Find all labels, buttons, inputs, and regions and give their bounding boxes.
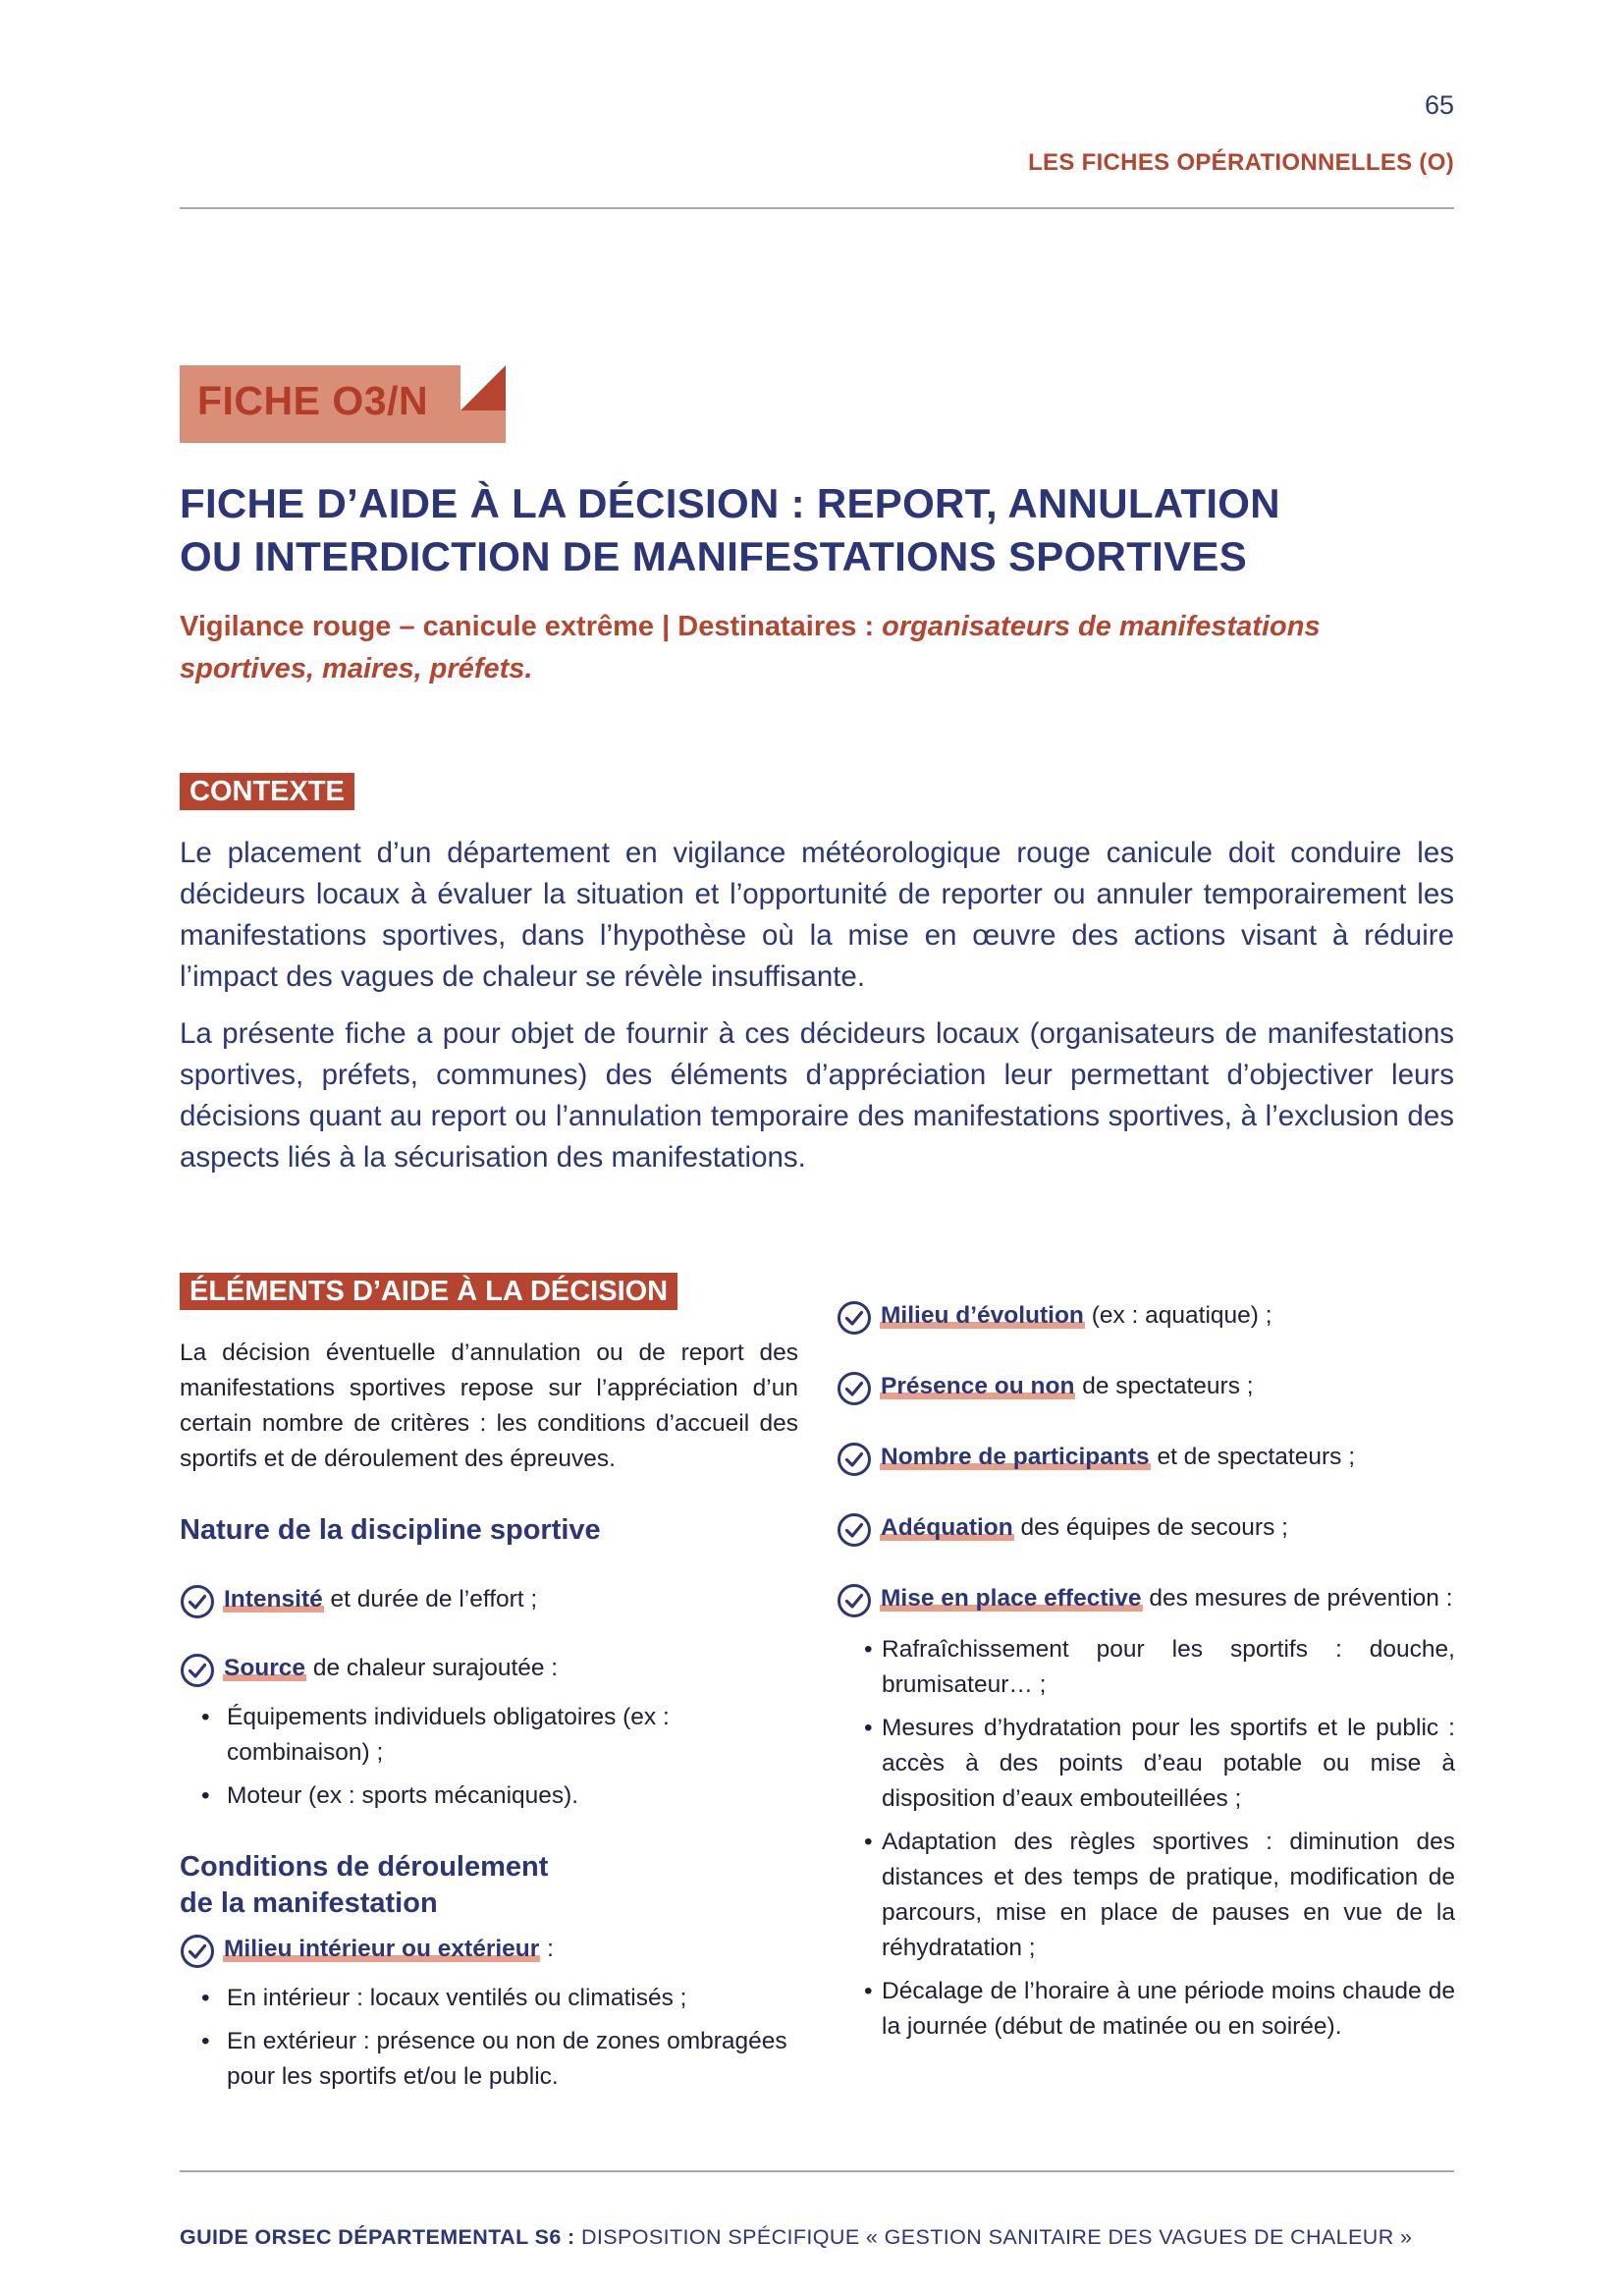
- subtitle-vigilance: Vigilance rouge – canicule extrême | Destinataires :: [180, 611, 883, 642]
- list-item: • Adaptation des règles sportives : diminution des distances et des temps de pratique, modification de parcours, mise en place de pauses en vue de la réhydratation ;: [837, 1825, 1455, 1966]
- elements-label: ÉLÉMENTS D’AIDE À LA DÉCISION: [180, 1273, 677, 1310]
- criterion-intensite: [180, 1582, 798, 1617]
- criterion-nombre-highlight: Nombre de participants: [881, 1444, 1150, 1470]
- nature-heading: Nature de la discipline sportive: [180, 1514, 601, 1546]
- criterion-adequation-highlight: Adéquation: [881, 1514, 1013, 1541]
- criterion-mise-en-place-highlight: Mise en place effective: [881, 1585, 1142, 1612]
- criterion-milieu-evolution: [837, 1298, 1455, 1334]
- left-column: [180, 1336, 798, 2095]
- criterion-intensite-highlight: Intensité: [224, 1586, 323, 1613]
- folded-corner-cutout: [460, 365, 506, 410]
- list-item: • Décalage de l’horaire à une période moins chaude de la journée (début de matinée ou en soirée).: [837, 1974, 1455, 2045]
- check-circle-icon: [837, 1583, 872, 1618]
- contexte-paragraph-2: La présente fiche a pour objet de fournir à ces décideurs locaux (organisateurs de manifestations sportives, préfets, communes) des éléments d’appréciation leur permettant d’objectiver leurs décisions quant au report ou l’annulation temporaire des manifestations sportives, à l’exclusion des aspects liés à la sécurisation des manifestations.: [180, 1017, 1454, 1174]
- criterion-presence-highlight: Présence ou non: [881, 1373, 1075, 1399]
- prevention-bullet-list: [837, 1632, 1455, 2045]
- criterion-milieu-interieur-highlight: Milieu intérieur ou extérieur: [224, 1936, 540, 1962]
- page-title-line-2: OU INTERDICTION DE MANIFESTATIONS SPORTIVES: [180, 533, 1248, 579]
- criterion-source: [180, 1651, 798, 1686]
- check-circle-icon: [837, 1512, 872, 1548]
- list-item: • En intérieur : locaux ventilés ou climatisés ;: [180, 1981, 798, 2016]
- conditions-heading-line-1: Conditions de déroulement: [180, 1851, 549, 1883]
- footer-disposition: DISPOSITION SPÉCIFIQUE « GESTION SANITAIRE DES VAGUES DE CHALEUR »: [574, 2225, 1413, 2249]
- contexte-body: [180, 833, 1454, 1194]
- criterion-intensite-text: et durée de l’effort ;: [323, 1586, 538, 1613]
- fiche-tag: [180, 365, 506, 443]
- subtitle: [180, 606, 1397, 690]
- list-item: • Équipements individuels obligatoires (ex : combinaison) ;: [180, 1700, 798, 1771]
- list-item: • En extérieur : présence ou non de zones ombragées pour les sportifs et/ou le public.: [180, 2024, 798, 2095]
- criterion-adequation-text: des équipes de secours ;: [1013, 1514, 1288, 1541]
- bottom-divider: [180, 2170, 1454, 2172]
- criterion-milieu-evolution-text: (ex : aquatique) ;: [1084, 1302, 1272, 1329]
- fiche-tag-label: FICHE O3/N: [197, 378, 429, 423]
- check-circle-icon: [180, 1584, 215, 1619]
- page-number: 65: [1424, 90, 1454, 120]
- criterion-source-text: de chaleur surajoutée :: [306, 1655, 559, 1681]
- page-title: [180, 477, 1368, 583]
- criterion-nombre-text: et de spectateurs ;: [1150, 1444, 1356, 1470]
- criterion-milieu-interieur: [180, 1932, 798, 1967]
- milieu-bullet-list: [180, 1981, 798, 2095]
- check-circle-icon: [837, 1300, 872, 1336]
- check-circle-icon: [180, 1934, 215, 1969]
- section-header: LES FICHES OPÉRATIONNELLES (O): [1028, 149, 1454, 176]
- conditions-heading: [180, 1849, 798, 1922]
- source-bullet-list: [180, 1700, 798, 1814]
- check-circle-icon: [837, 1442, 872, 1477]
- contexte-label: CONTEXTE: [180, 773, 354, 810]
- criterion-milieu-interieur-text: :: [540, 1936, 554, 1962]
- elements-intro: La décision éventuelle d’annulation ou de report des manifestations sportives repose sur l’appréciation d’un certain nombre de critères : les conditions d’accueil des sportifs et de déroulement des épreuves.: [180, 1339, 798, 1472]
- top-divider: [180, 207, 1454, 209]
- check-circle-icon: [837, 1371, 872, 1406]
- conditions-heading-line-2: de la manifestation: [180, 1887, 438, 1919]
- list-item: • Rafraîchissement pour les sportifs : douche, brumisateur… ;: [837, 1632, 1455, 1703]
- criterion-source-highlight: Source: [224, 1655, 306, 1681]
- page-footer: [180, 2225, 1412, 2250]
- contexte-paragraph-1: Le placement d’un département en vigilance météorologique rouge canicule doit conduire les décideurs locaux à évaluer la situation et l’opportunité de reporter ou annuler temporairement les manifestations sportives, dans l’hypothèse où la mise en œuvre des actions visant à réduire l’impact des vagues de chaleur se révèle insuffisante.: [180, 837, 1454, 993]
- criterion-presence: [837, 1369, 1455, 1404]
- criterion-adequation: [837, 1510, 1455, 1546]
- page-title-line-1: FICHE D’AIDE À LA DÉCISION : REPORT, ANNULATION: [180, 480, 1280, 526]
- criterion-mise-en-place-text: des mesures de prévention :: [1142, 1585, 1453, 1612]
- criterion-milieu-evolution-highlight: Milieu d’évolution: [881, 1302, 1084, 1329]
- subtitle-recipients: organisateurs de manifestations sportives, maires, préfets.: [180, 611, 1321, 684]
- check-circle-icon: [180, 1653, 215, 1688]
- criterion-presence-text: de spectateurs ;: [1075, 1373, 1254, 1399]
- footer-guide-title: GUIDE ORSEC DÉPARTEMENTAL S6 :: [180, 2225, 575, 2249]
- criterion-nombre: [837, 1440, 1455, 1475]
- list-item: • Moteur (ex : sports mécaniques).: [180, 1778, 798, 1814]
- list-item: • Mesures d’hydratation pour les sportifs et le public : accès à des points d’eau potable ou mise à disposition d’eaux embouteillées ;: [837, 1711, 1455, 1817]
- right-column: [837, 1298, 1455, 2045]
- criterion-mise-en-place: [837, 1581, 1455, 1616]
